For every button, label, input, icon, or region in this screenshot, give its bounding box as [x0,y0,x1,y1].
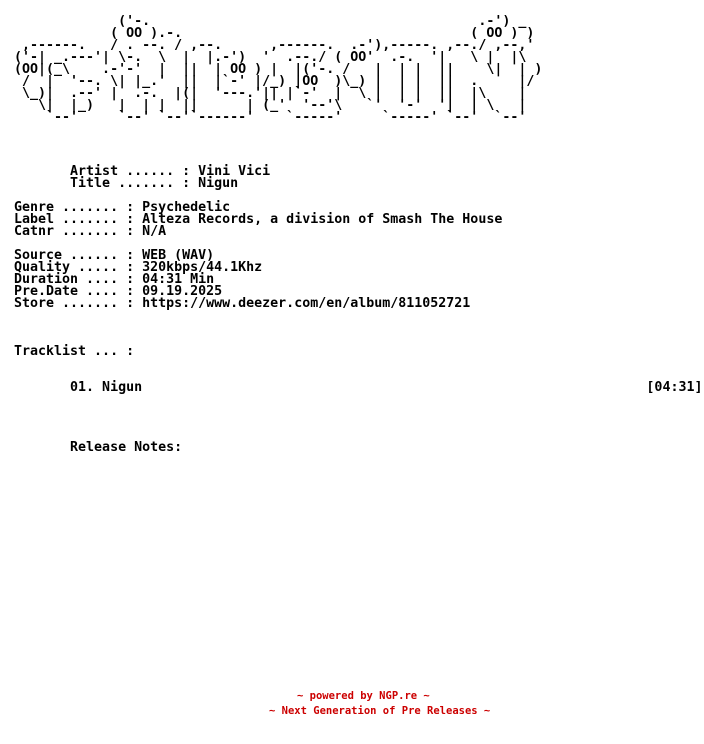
quality-line: Quality ..... : 320kbps/44.1Khz [14,260,263,275]
ascii-art-line: (OO|(_\ .-'-' | || | OO ) | |('-. / | | | || \| | ) [14,62,543,77]
genre-line: Genre ....... : Psychedelic [14,200,231,215]
blank-line [14,394,702,406]
blank-line [14,406,702,418]
ascii-art-line: / | '--. \| |_.' || |`-' |/_) |OO )\_) | | | || . |/ [14,74,535,89]
track-01-line: 01. Nigun [04:31] [14,380,703,395]
blank-line [14,310,702,322]
store-url-line: Store ....... : https://www.deezer.com/en/album/811052721 [14,296,471,311]
ascii-logo-falcon [14,16,542,124]
ascii-art-line: `--' `--' `--'`------' `-----' `-----' `--' `--' [14,110,527,125]
label-line: Label ....... : Alteza Records, a division of Smash The House [14,212,503,227]
predate-line: Pre.Date .... : 09.19.2025 [14,284,223,299]
ascii-art-line: \| |_) | | | || | (_' '--'\ `' '-' '| | \ | [14,98,527,113]
footer-tagline: ~ Next Generation of Pre Releases ~ [269,705,491,717]
artist-line: Artist ...... : Vini Vici [14,164,271,179]
tracklist-header-line: Tracklist ... : [14,344,135,359]
ascii-art-line: \_)| .--' | .-. |(| '---.'|| |`-' | \ | | | || |\ | [14,86,527,101]
ascii-art-line: ,------. / . --. / ,--. ,------. .-'),-----. ,--./ ,--,' [14,38,535,53]
duration-line: Duration .... : 04:31 Min [14,272,215,287]
release-info [14,166,702,454]
ascii-art-line: ('-. .-') _ [14,14,527,29]
catnr-line: Catnr ....... : N/A [14,224,167,239]
blank-line [14,418,702,430]
release-notes-heading: Release Notes: [14,440,183,455]
footer-powered-by: ~ powered by NGP.re ~ [297,690,430,702]
title-line: Title ....... : Nigun [14,176,239,191]
ascii-art-line: ('-| _.---'| \-. \ | |.-') ' .--./ ( OO' .-. '| \ | |\ [14,50,527,65]
blank-line [14,322,702,334]
source-line: Source ...... : WEB (WAV) [14,248,215,263]
blank-line [14,358,702,370]
ascii-art-line: ( OO ).-. ( OO ) ) [14,26,535,41]
